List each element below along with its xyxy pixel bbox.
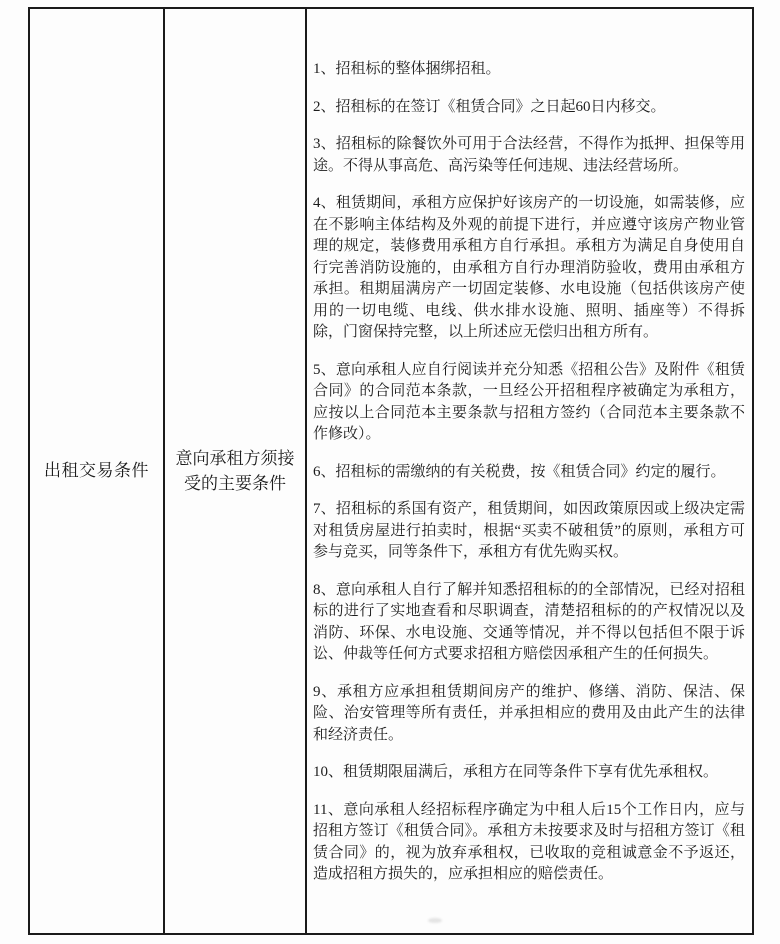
condition-item: 3、招租标的除餐饮外可用于合法经营，不得作为抵押、担保等用途。不得从事高危、高污染等任何违规、违法经营场所。 <box>313 136 745 174</box>
condition-item: 5、意向承租人应自行阅读并充分知悉《招租公告》及附件《租赁合同》的合同范本条款，一旦经公开招租程序被确定为承租方，应按以上合同范本主要条款与招租方签约（合同范本主要条款不作修改）。 <box>313 361 745 442</box>
condition-item: 6、招租标的需缴纳的有关税费，按《租赁合同》约定的履行。 <box>313 463 726 480</box>
row-label-cell <box>30 9 165 933</box>
scan-artifact <box>428 918 442 923</box>
row-label-text: 出租交易条件 <box>44 461 149 480</box>
condition-item: 9、承租方应承担租赁期间房产的维护、修缮、消防、保洁、保险、治安管理等所有责任，并承担相应的费用及由此产生的法律和经济责任。 <box>313 683 745 743</box>
condition-item: 2、招租标的在签订《租赁合同》之日起60日内移交。 <box>313 98 666 115</box>
sub-label-cell <box>165 9 307 933</box>
sub-label-text: 意向承租方须接受的主要条件 <box>175 449 295 493</box>
condition-item: 1、招租标的整体捆绑招租。 <box>313 61 501 77</box>
conditions-table <box>28 7 754 935</box>
condition-item: 8、意向承租人自行了解并知悉招租标的的全部情况，已经对招租标的进行了实地查看和尽职调查，清楚招租标的的产权情况以及消防、环保、水电设施、交通等情况，并不得以包括但不限于诉讼、仲裁等任何方式要求招租方赔偿因承租产生的任何损失。 <box>313 581 745 662</box>
condition-item: 4、租赁期间，承租方应保护好该房产的一切设施，如需装修，应在不影响主体结构及外观的前提下进行，并应遵守该房产物业管理的规定，装修费用承租方自行承担。承租方为满足自身使用自行完善消防设施的，由承租方自行办理消防验收，费用由承租方承担。租期届满房产一切固定装修、水电设施（包括供该房产使用的一切电缆、电线、供水排水设施、照明、插座等）不得拆除，门窗保持完整，以上所述应无偿归出租方所有。 <box>313 195 745 340</box>
condition-item: 10、租赁期限届满后，承租方在同等条件下享有优先承租权。 <box>313 764 719 780</box>
conditions-cell <box>307 9 752 933</box>
condition-item: 7、招租标的系国有资产，租赁期间，如因政策原因或上级决定需对租赁房屋进行拍卖时，根据“买卖不破租赁”的原则，承租方可参与竞买，同等条件下，承租方有优先购买权。 <box>313 501 745 560</box>
condition-item: 11、意向承租人经招标程序确定为中租人后15个工作日内，应与招租方签订《租赁合同》。承租方未按要求及时与招租方签订《租赁合同》的，视为放弃承租权，已收取的竞租诚意金不予返还，造成招租方损失的，应承担相应的赔偿责任。 <box>313 801 745 882</box>
